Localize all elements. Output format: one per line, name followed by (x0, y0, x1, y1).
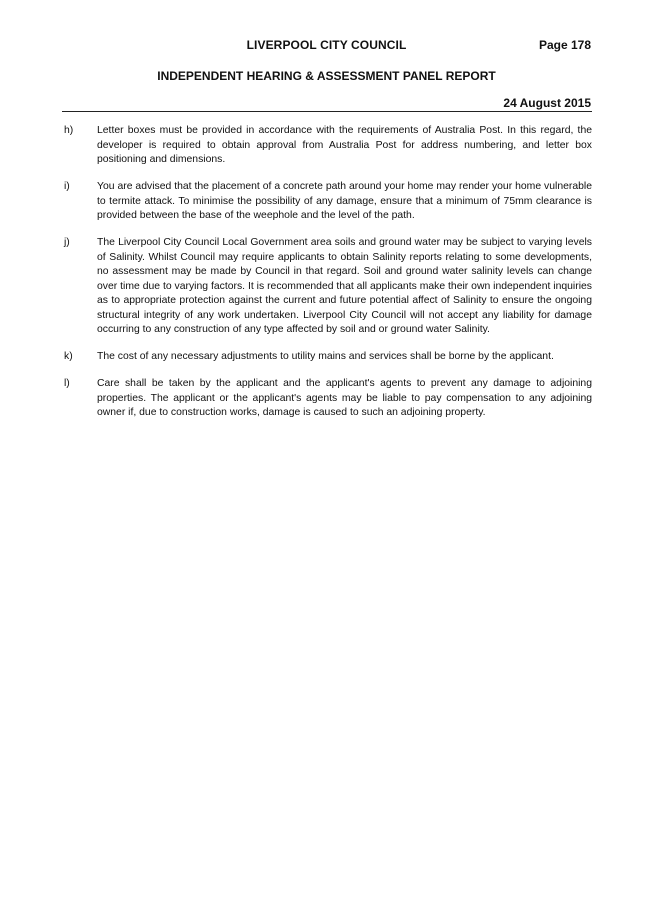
report-date: 24 August 2015 (503, 96, 591, 110)
item-marker: l) (64, 378, 70, 389)
list-item (62, 180, 592, 224)
item-marker: i) (64, 181, 70, 192)
item-marker: j) (64, 237, 70, 248)
page-number: Page 178 (538, 38, 591, 52)
item-marker: h) (64, 125, 74, 136)
list-item (62, 124, 592, 168)
council-name: LIVERPOOL CITY COUNCIL (246, 38, 407, 52)
conditions-list (62, 124, 592, 433)
list-item (62, 350, 592, 365)
list-item (62, 377, 592, 421)
report-title: INDEPENDENT HEARING & ASSESSMENT PANEL REPORT (157, 69, 496, 83)
item-marker: k) (64, 351, 73, 362)
list-item (62, 236, 592, 338)
item-text: Care shall be taken by the applicant and the applicant's agents to prevent any damage to adjoining properties. The applicant or the applicant's agents may be liable to pay compensation to any adjoining owner if, due to construction works, damage is caused to such an adjoining property. (97, 378, 592, 418)
header-divider (62, 111, 592, 112)
item-text: The Liverpool City Council Local Government area soils and ground water may be subject to varying levels of Salinity. Whilst Council may require applicants to obtain Salinity reports relating to some developments, no assessment may be made by Council in that regard. Soil and ground water salinity levels can change over time due to varying factors. It is recommended that all applicants make their own independent inquiries as to appropriate protection against the current and future potential affect of Salinity to ensure the ongoing structural integrity of any work undertaken. Liverpool City Council will not accept any liability for damage occurring to any construction of any type affected by soil and or ground water Salinity. (97, 237, 592, 335)
item-text: The cost of any necessary adjustments to utility mains and services shall be borne by the applicant. (97, 351, 554, 362)
item-text: Letter boxes must be provided in accordance with the requirements of Australia Post. In this regard, the developer is required to obtain approval from Australia Post for address numbering, and letter box positioning and dimensions. (97, 125, 592, 165)
item-text: You are advised that the placement of a concrete path around your home may render your home vulnerable to termite attack. To minimise the possibility of any damage, ensure that a minimum of 75mm clearance is provided between the base of the weephole and the level of the path. (97, 181, 592, 221)
